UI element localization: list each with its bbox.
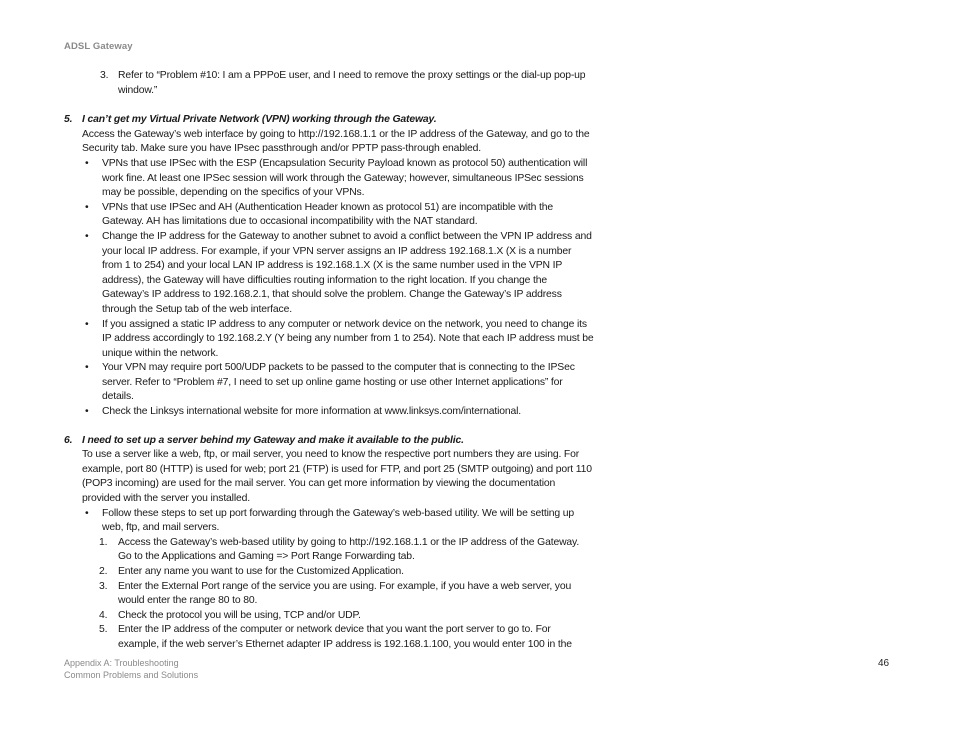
step-number: 2. <box>99 566 108 577</box>
bullet-item <box>82 361 594 405</box>
bullet-item <box>82 230 594 318</box>
bullet-text: VPNs that use IPSec with the ESP (Encapsulation Security Payload known as protocol 50) authentication will work fine. At least one IPSec session will work through the Gateway; however, simultaneous IPSec sessions may be possible, depending on the specifics of your VPNs. <box>102 157 588 199</box>
page-number: 46 <box>878 658 890 669</box>
footer-chapter: Appendix A: Troubleshooting <box>64 658 179 668</box>
section-number: 6. <box>64 434 73 446</box>
bullet-item <box>82 507 594 536</box>
bullet-mark: • <box>85 362 89 374</box>
bullet-text: Follow these steps to set up port forwarding through the Gateway’s web-based utility. We will be setting up web, ftp, and mail servers. <box>102 507 574 534</box>
step-item <box>99 580 594 609</box>
bullet-item <box>82 405 594 420</box>
section-paragraph: Access the Gateway’s web interface by going to http://192.168.1.1 or the IP address of the Gateway, and go to the Security tab. Make sure you have IPsec passthrough and/or PPTP pass-through enabled. <box>82 128 590 155</box>
section-heading <box>64 434 594 449</box>
section-heading <box>64 113 594 128</box>
step-text: Enter the External Port range of the service you are using. For example, if you have a web server, you would enter the range 80 to 80. <box>118 580 572 607</box>
step-item <box>99 565 594 580</box>
running-header: ADSL Gateway <box>64 41 133 52</box>
step-item <box>99 536 594 565</box>
footer-section: Common Problems and Solutions <box>64 670 199 680</box>
bullet-mark: • <box>85 157 89 169</box>
step-number: 1. <box>99 536 108 548</box>
step-number: 3. <box>99 580 108 592</box>
bullet-text: Change the IP address for the Gateway to another subnet to avoid a conflict between the VPN IP address and your local IP address. For example, if your VPN server assigns an IP address 192.168.1.X (X is a number from 1 to 254) and your local LAN IP address is 192.168.1.X (X is the same number used in the VPN IP address), the Gateway will have difficulties routing information to the right location. If you change the Gateway’s IP address to 192.168.2.1, that should solve the problem. Change the Gateway’s IP address through the Setup tab of the web interface. <box>102 230 592 315</box>
section-title: I need to set up a server behind my Gateway and make it available to the public. <box>82 434 464 446</box>
bullet-item <box>82 201 594 230</box>
item-number: 3. <box>100 70 109 81</box>
section-title: I can’t get my Virtual Private Network (VPN) working through the Gateway. <box>82 114 437 126</box>
bullet-item <box>82 157 594 201</box>
bullet-text: Your VPN may require port 500/UDP packets to be passed to the computer that is connecting to the IPSec server. Refer to “Problem #7, I need to set up online game hosting or use other Internet applications” for details. <box>102 362 575 403</box>
main-content <box>64 69 594 653</box>
step-number: 5. <box>99 624 108 636</box>
step-item <box>99 623 594 652</box>
step-text: Check the protocol you will be using, TCP and/or UDP. <box>118 609 361 621</box>
bullet-text: If you assigned a static IP address to any computer or network device on the network, you need to change its IP address accordingly to 192.168.2.Y (Y being any number from 1 to 254). Note that each IP address must be unique within the network. <box>102 318 594 359</box>
bullet-mark: • <box>85 318 89 330</box>
bullet-mark: • <box>85 406 89 418</box>
step-item <box>99 609 594 624</box>
step-number: 4. <box>99 609 108 621</box>
list-item <box>100 69 594 98</box>
bullet-text: VPNs that use IPSec and AH (Authentication Header known as protocol 51) are incompatible with the Gateway. AH has limitations due to occasional incompatibility with the NAT standard. <box>102 201 553 228</box>
page-footer <box>64 657 198 681</box>
bullet-mark: • <box>85 230 89 242</box>
bullet-item <box>82 318 594 362</box>
step-text: Enter any name you want to use for the Customized Application. <box>118 566 404 577</box>
section-number: 5. <box>64 114 73 126</box>
section-paragraph: To use a server like a web, ftp, or mail server, you need to know the respective port numbers they are using. For example, port 80 (HTTP) is used for web; port 21 (FTP) is used for FTP, and port 25 (SMTP outgoing) and port 110 (POP3 incoming) are used for the mail server. You can get more information by viewing the documentation provided with the server you installed. <box>82 449 592 505</box>
step-text: Access the Gateway’s web-based utility by going to http://192.168.1.1 or the IP address of the Gateway. Go to the Applications and Gaming => Port Range Forwarding tab. <box>118 536 580 563</box>
bullet-mark: • <box>85 507 89 519</box>
item-text: Refer to “Problem #10: I am a PPPoE user, and I need to remove the proxy settings or the dial-up pop-up window.” <box>118 70 586 96</box>
step-text: Enter the IP address of the computer or network device that you want the port server to go to. For example, if the web server’s Ethernet adapter IP address is 192.168.1.100, you would enter 100 in the <box>118 624 572 650</box>
bullet-text: Check the Linksys international website for more information at www.linksys.com/international. <box>102 406 522 418</box>
bullet-mark: • <box>85 201 89 213</box>
